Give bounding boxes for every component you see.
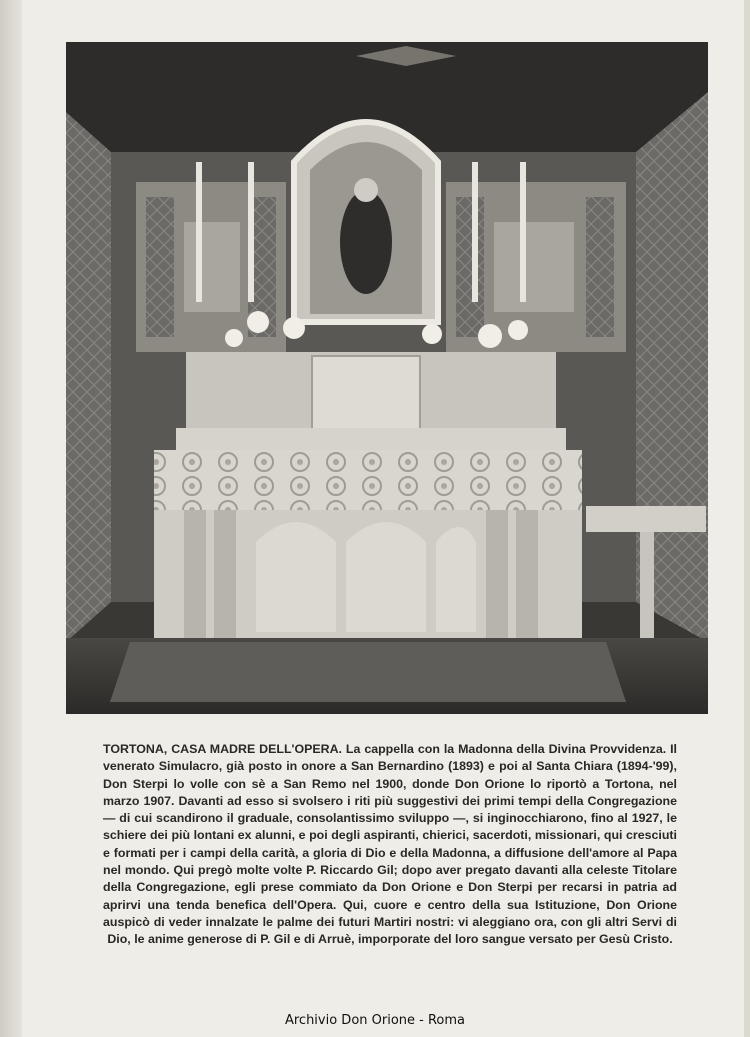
page-edge [744,0,750,1037]
photo-caption [103,741,677,949]
chapel-altar-photo [66,42,708,714]
caption-body: La cappella con la Madonna della Divina Provvidenza. Il venerato Simulacro, già posto in onore a San Bernardino (1893) e poi al Santa Chiara (1894-'99), Don Sterpi lo volle con sè a San Remo nel 1900, donde Don Orione lo riportò a Tortona, nel marzo 1907. Davanti ad esso si svolsero i riti più suggestivi dei primi tempi della Congregazione — di cui scandirono il graduale, consolantissimo sviluppo —, si inginocchiarono, fino al 1927, le schiere dei più lontani ex alunni, e poi degli aspiranti, chierici, sacerdoti, missionari, qui cresciuti e formati per i campi della carità, a gloria di Dio e della Madonna, a diffusione dell'amore al Papa nel mondo. Qui pregò molte volte P. Riccardo Gil; dopo aver pregato davanti alla celeste Titolare della Congregazione, egli prese commiato da Don Orione e Don Sterpi per recarsi in patria ad aprirvi una tenda benefica dell'Opera. Qui, cuore e centro della sua Istituzione, Don Orione auspicò di veder innalzate le palme dei futuri Martiri nostri: vi aleggiano ora, con gli altri Servi di Dio, le anime generose di P. Gil e di Arruè, imporporate del loro sangue versato per Gesù Cristo. [103,742,677,947]
archive-credit: Archivio Don Orione - Roma [284,1013,466,1028]
caption-lead: TORTONA, CASA MADRE DELL'OPERA. [103,742,342,756]
page-gutter [0,0,22,1037]
